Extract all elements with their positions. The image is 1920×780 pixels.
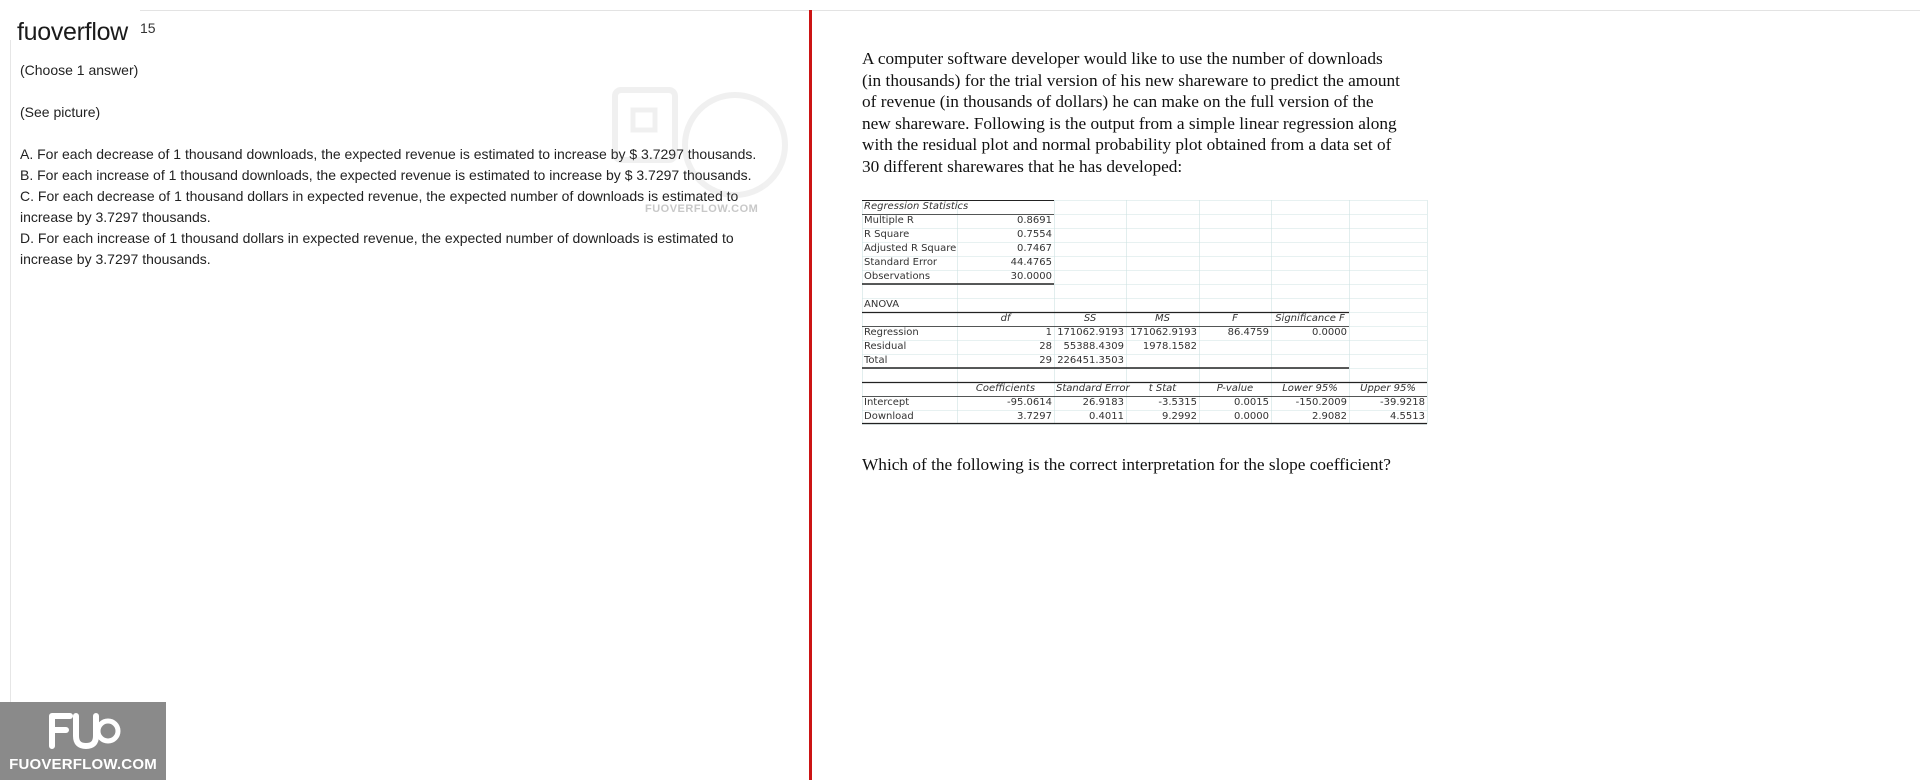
anova-value: 171062.9193 xyxy=(1130,327,1197,338)
coefficient-row-label: Intercept xyxy=(864,397,910,408)
anova-header: df xyxy=(1000,313,1011,324)
coefficient-value: 2.9082 xyxy=(1312,411,1347,422)
option-c-continued: increase by 3.7297 thousands. xyxy=(20,209,211,225)
coefficient-header: Lower 95% xyxy=(1282,383,1338,394)
stat-value: 0.8691 xyxy=(1017,215,1052,226)
stat-label: Observations xyxy=(864,271,931,282)
coefficient-header: P-value xyxy=(1216,383,1254,394)
watermark-logo-icon xyxy=(605,85,805,215)
stem-line: (in thousands) for the trial version of his new shareware to predict the amount xyxy=(862,70,1400,90)
question-stem xyxy=(862,48,1462,177)
coefficient-value: 4.5513 xyxy=(1390,411,1425,422)
regression-output-table xyxy=(862,200,1427,426)
coefficient-value: 9.2992 xyxy=(1162,411,1197,422)
question-picture xyxy=(862,48,1462,474)
stat-value: 0.7554 xyxy=(1017,229,1052,240)
anova-value xyxy=(1271,354,1349,368)
regression-statistics-title: Regression Statistics xyxy=(864,201,969,212)
question-number: 15 xyxy=(140,20,156,36)
anova-row-label: Total xyxy=(864,355,888,366)
choose-instruction: (Choose 1 answer) xyxy=(20,62,139,78)
anova-value: 29 xyxy=(1039,355,1052,366)
question-prompt: Which of the following is the correct interpretation for the slope coefficient? xyxy=(862,455,1391,474)
coefficient-value: 0.4011 xyxy=(1089,411,1124,422)
anova-value: 226451.3503 xyxy=(1057,355,1124,366)
coefficient-header: Coefficients xyxy=(975,383,1036,394)
anova-value xyxy=(1271,340,1349,354)
stat-value: 0.7467 xyxy=(1017,243,1052,254)
option-a: A. For each decrease of 1 thousand downloads, the expected revenue is estimated to increase by $ 3.7297 thousands. xyxy=(20,146,757,162)
stat-label: Multiple R xyxy=(864,215,914,226)
coefficient-value: 0.0015 xyxy=(1234,397,1269,408)
anova-value: 1978.1582 xyxy=(1142,341,1197,352)
anova-title: ANOVA xyxy=(864,299,900,310)
coefficient-header: Standard Error xyxy=(1056,383,1130,394)
anova-value xyxy=(1126,354,1199,368)
coefficient-row-label: Download xyxy=(864,411,914,422)
logo-text: FUOVERFLOW.COM xyxy=(9,756,157,773)
anova-value: 28 xyxy=(1039,341,1052,352)
stem-line: 30 different sharewares that he has developed: xyxy=(862,156,1183,176)
stem-line: with the residual plot and normal probability plot obtained from a data set of xyxy=(862,135,1392,154)
stat-label: R Square xyxy=(864,229,910,240)
watermark-text: FUOVERFLOW.COM xyxy=(645,203,759,215)
option-b: B. For each increase of 1 thousand downloads, the expected revenue is estimated to increase by $ 3.7297 thousands. xyxy=(20,167,752,183)
stat-label: Standard Error xyxy=(864,257,938,268)
coefficient-value: -39.9218 xyxy=(1380,397,1425,408)
stat-value: 44.4765 xyxy=(1010,257,1052,268)
stem-line: of revenue (in thousands of dollars) he can make on the full version of the xyxy=(862,92,1374,111)
fuo-logo-icon xyxy=(48,712,120,750)
pane-divider xyxy=(809,10,812,780)
top-rule xyxy=(140,10,1920,11)
coefficient-header: t Stat xyxy=(1148,383,1177,394)
stat-label: Adjusted R Square xyxy=(864,243,957,254)
anova-value: 0.0000 xyxy=(1312,327,1347,338)
see-picture-note: (See picture) xyxy=(20,104,101,120)
coefficient-value: -95.0614 xyxy=(1007,397,1052,408)
coefficient-value: 26.9183 xyxy=(1082,397,1124,408)
coefficient-value: -3.5315 xyxy=(1158,397,1197,408)
option-d: D. For each increase of 1 thousand dollars in expected revenue, the expected number of downloads is estimated to xyxy=(20,230,734,246)
anova-header: SS xyxy=(1083,313,1097,324)
brand-title: fuoverflow xyxy=(17,18,128,46)
stem-line: A computer software developer would like to use the number of downloads xyxy=(862,49,1383,68)
fuoverflow-logo xyxy=(0,702,166,780)
option-d-continued: increase by 3.7297 thousands. xyxy=(20,251,211,267)
anova-value: 55388.4309 xyxy=(1063,341,1124,352)
left-rule xyxy=(10,40,11,780)
stat-value: 30.0000 xyxy=(1010,271,1052,282)
anova-header: F xyxy=(1232,313,1238,324)
coefficient-header: Upper 95% xyxy=(1360,383,1416,394)
anova-value: 171062.9193 xyxy=(1057,327,1124,338)
anova-value xyxy=(1199,340,1271,354)
anova-row-label: Regression xyxy=(864,327,919,338)
option-c: C. For each decrease of 1 thousand dollars in expected revenue, the expected number of downloads is estimated to xyxy=(20,188,739,204)
coefficient-value: 3.7297 xyxy=(1017,411,1052,422)
coefficient-value: 0.0000 xyxy=(1234,411,1269,422)
anova-value xyxy=(1199,354,1271,368)
anova-value: 86.4759 xyxy=(1227,327,1269,338)
stem-line: new shareware. Following is the output from a simple linear regression along xyxy=(862,113,1397,133)
anova-header: Significance F xyxy=(1275,313,1345,324)
anova-row-label: Residual xyxy=(864,341,907,352)
anova-header: MS xyxy=(1155,313,1170,324)
coefficient-value: -150.2009 xyxy=(1295,397,1347,408)
anova-value: 1 xyxy=(1045,327,1052,338)
